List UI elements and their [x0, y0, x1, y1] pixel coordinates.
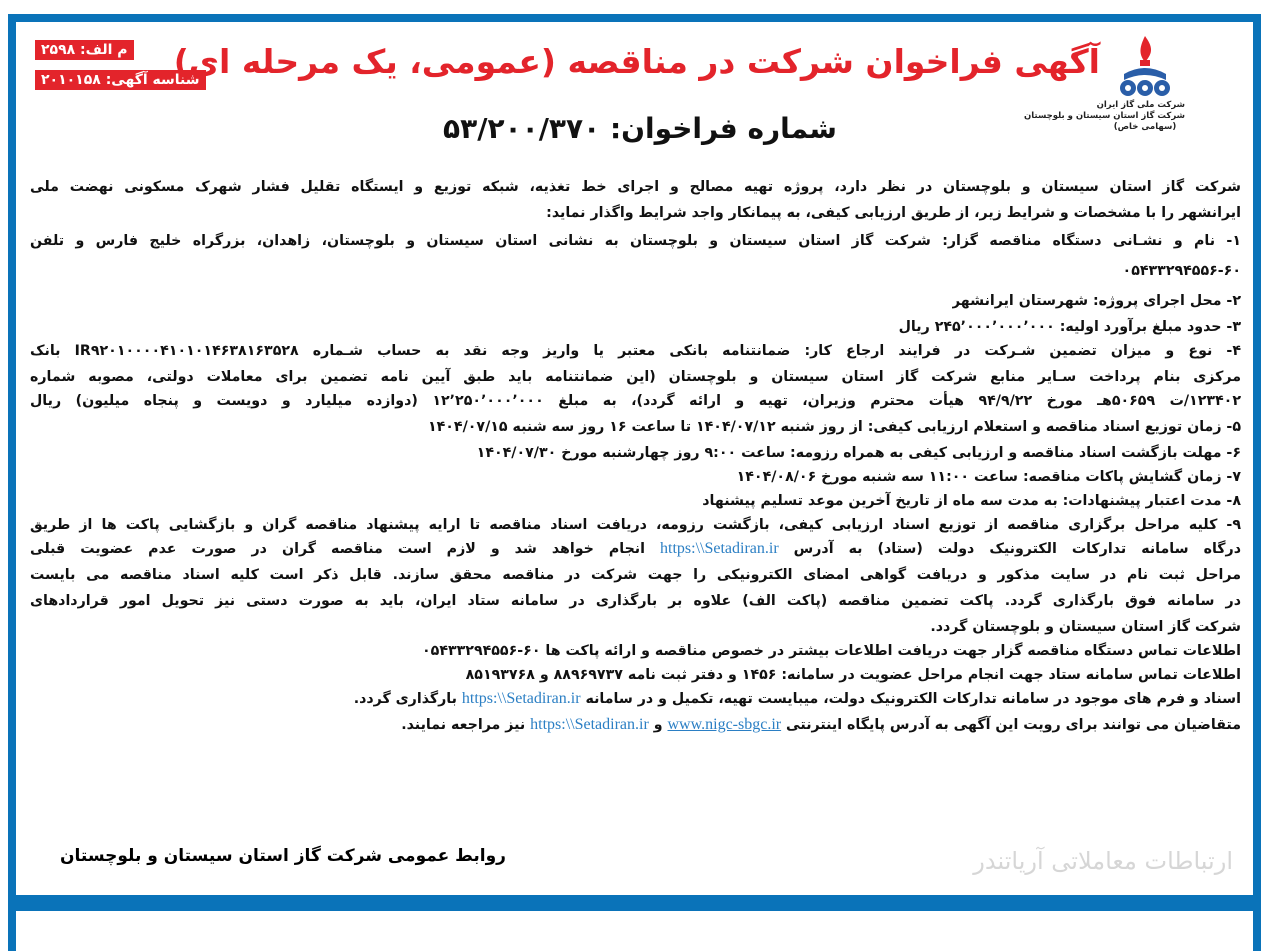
body-line: ۹- کلیه مراحل برگزاری مناقصه از توزیع اسناد ارزیابی کیفی، بازگشت رزومه، دریافت اسناد مناقصه تا ارایه پیشنهاد مناقصه گران و بازگشایی پاکت ها از طریق [30, 517, 1241, 533]
body-line: ۶- مهلت بازگشت اسناد مناقصه و ارزیابی کیفی به همراه رزومه: ساعت ۹:۰۰ روز چهارشنبه مورخ ۱۴۰۴/۰۷/۳۰ [476, 445, 1241, 461]
body-line: اطلاعات تماس سامانه ستاد جهت انجام مراحل عضویت در سامانه: ۱۴۵۶ و دفتر ثبت نامه ۸۸۹۶۹۷۳۷ و ۸۵۱۹۳۷۶۸ [465, 667, 1241, 683]
text: درگاه سامانه تدارکات الکترونیک دولت (ستاد) به آدرس [778, 541, 1241, 557]
text: اسناد و فرم های موجود در سامانه تدارکات الکترونیک دولت، میبایست تهیه، تکمیل و در سامانه [580, 691, 1241, 707]
body-line [30, 538, 1241, 560]
body-line: ۰۵۴۳۳۲۹۴۵۵۶-۶۰ [1122, 263, 1241, 279]
company-logo [1024, 34, 1185, 133]
body-line [401, 714, 1241, 736]
body-line: ۴- نوع و میزان تضمین شـرکت در فرایند ارجاع کار: ضمانتنامه بانکی معتبر یا واریز وجه نقد به حساب شـماره IR۹۲۰۱۰۰۰۰۴۱۰۱۰۱۴۶۳۸۱۶۳۵۲۸ بانک [30, 343, 1241, 359]
body-line: اطلاعات تماس دستگاه مناقصه گزار جهت دریافت اطلاعات بیشتر در خصوص مناقصه و ارائه پاکت ها ۶۰-۰۵۴۳۳۲۹۴۵۵۶ [422, 643, 1241, 659]
logo-caption-1: شرکت ملی گاز ایران [1096, 100, 1185, 110]
body-line: ۱۲۳۴۰۲/ت ۵۰۶۵۹هـ مورخ ۹۴/۹/۲۲ هیأت محترم وزیران، تهیه و ارائه گردد)، به مبلغ ۱۲٬۲۵۰٬۰۰۰٬۰۰۰ (دوازده میلیارد و دویست و پنجاه میلیون) ریال [30, 393, 1241, 409]
body-line: ۸- مدت اعتبار پیشنهادات: به مدت سه ماه از تاریخ آخرین موعد تسلیم پیشنهاد [702, 493, 1241, 509]
body-line: ۷- زمان گشایش پاکات مناقصه: ساعت ۱۱:۰۰ سه شنبه مورخ ۱۴۰۴/۰۸/۰۶ [736, 469, 1241, 485]
logo-caption-2: شرکت گاز استان سیستان و بلوچستان [1024, 111, 1185, 121]
body-line: شرکت گاز استان سیستان و بلوچستان گردد. [930, 619, 1241, 635]
notice-title: آگهی فراخوان شرکت در مناقصه (عمومی، یک مرحله ای) [173, 42, 1100, 81]
body-line: ایرانشهر را با مشخصات و شرایط زیر، از طریق ارزیابی کیفی، به پیمانکار واجد شرایط واگذار نماید: [546, 205, 1241, 221]
body-line: ۵- زمان توزیع اسناد مناقصه و استعلام ارزیابی کیفی: از روز شنبه ۱۴۰۴/۰۷/۱۲ تا ساعت ۱۶ روز سه شنبه ۱۴۰۴/۰۷/۱۵ [427, 419, 1241, 435]
badge-ad-id: شناسه آگهی: ۲۰۱۰۱۵۸ [35, 70, 206, 90]
logo-caption-3: (سهامی خاص) [1113, 122, 1177, 132]
call-number: شماره فراخوان: ۵۳/۲۰۰/۳۷۰ [443, 112, 837, 145]
badge-code: م الف: ۲۵۹۸ [35, 40, 134, 60]
nigc-website-link[interactable]: www.nigc-sbgc.ir [667, 716, 782, 733]
text: بارگذاری گردد. [353, 691, 462, 707]
gas-flame-logo-icon [1114, 34, 1176, 100]
text: انجام خواهد شد و لازم است مناقصه گران در صورت عدم عضویت قبلی [30, 541, 660, 557]
body-line: شرکت گاز استان سیستان و بلوچستان در نظر دارد، پروژه تهیه مصالح و اجرای خط تغذیه، شبکه توزیع و ایستگاه تقلیل فشار شهرک مسکونی نهضت ملی [30, 179, 1241, 195]
body-line: در سامانه فوق بارگذاری گردد. پاکت تضمین مناقصه (پاکت الف) علاوه بر بارگذاری در سامانه ستاد ایران، باید به صورت دستی نیز تحویل امور قراردادهای [30, 593, 1241, 609]
setadiran-link[interactable]: https:\\Setadiran.ir [530, 716, 649, 733]
text: نیز مراجعه نمایند. [401, 717, 531, 733]
text: و [648, 717, 668, 733]
body-line: مراحل ثبت نام در سایت مذکور و دریافت گواهی امضای الکترونیکی را جهت شرکت در مناقصه محقق سازند. قابل ذکر است کلیه اسناد مناقصه می بایست [30, 567, 1241, 583]
body-line: ۱- نام و نشـانی دستگاه مناقصه گزار: شرکت گاز استان سیستان و بلوچستان به نشانی استان سیستان و بلوچستان، زاهدان، بزرگراه خلیج فارس و تلفن [30, 233, 1241, 249]
watermark: ارتباطات معاملاتی آریاتندر [973, 847, 1233, 875]
next-notice-frame [8, 903, 1261, 951]
signature: روابط عمومی شرکت گاز استان سیستان و بلوچستان [60, 846, 506, 866]
body-line: مرکزی بنام پرداخت سـایر منابع شرکت گاز استان سیستان و بلوچستان (این ضمانتنامه باید طبق آیین نامه تضمین برای معاملات دولتی، مصوبه شماره [30, 369, 1241, 385]
body-line: ۲- محل اجرای پروژه: شهرستان ایرانشهر [951, 293, 1241, 309]
text: متقاضیان می توانند برای رویت این آگهی به آدرس پایگاه اینترنتی [781, 717, 1241, 733]
setadiran-link[interactable]: https:\\Setadiran.ir [461, 690, 581, 707]
body-line: ۳- حدود مبلغ برآورد اولیه: ۲۴۵٬۰۰۰٬۰۰۰٬۰۰۰ ریال [898, 319, 1241, 335]
setadiran-link[interactable]: https:\\Setadiran.ir [660, 540, 779, 557]
body-line [354, 688, 1241, 710]
